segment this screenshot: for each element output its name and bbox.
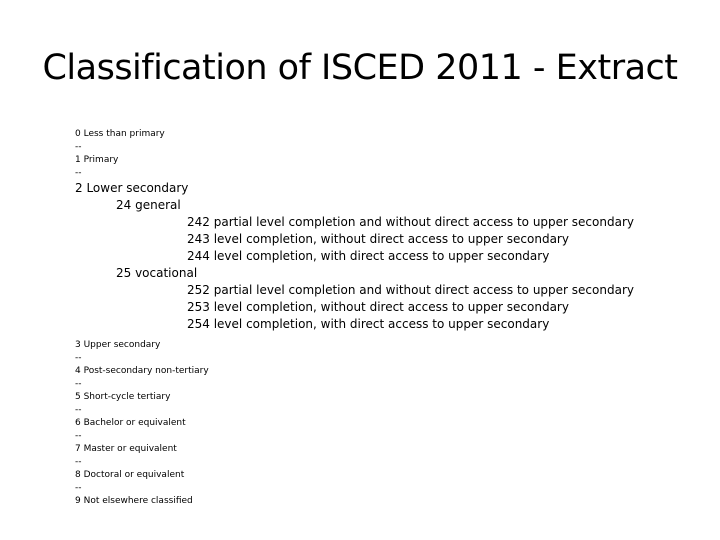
level-242: 242 partial level completion and without direct access to upper secondary (187, 215, 634, 229)
level-24: 24 general (116, 198, 181, 212)
level-253: 253 level completion, without direct access to upper secondary (187, 300, 569, 314)
level-254: 254 level completion, with direct access to upper secondary (187, 317, 550, 331)
level-0: 0 Less than primary (75, 129, 165, 139)
level-3: 3 Upper secondary (75, 340, 161, 350)
separator: -- (75, 457, 82, 467)
level-25: 25 vocational (116, 266, 198, 280)
level-5: 5 Short-cycle tertiary (75, 392, 171, 402)
level-1: 1 Primary (75, 155, 119, 165)
separator: -- (75, 168, 82, 178)
page-title: Classification of ISCED 2011 - Extract (42, 48, 678, 88)
level-6: 6 Bachelor or equivalent (75, 418, 186, 428)
level-8: 8 Doctoral or equivalent (75, 470, 185, 480)
level-252: 252 partial level completion and without direct access to upper secondary (187, 283, 634, 297)
separator: -- (75, 353, 82, 363)
separator: -- (75, 142, 82, 152)
separator: -- (75, 379, 82, 389)
level-2: 2 Lower secondary (75, 181, 189, 195)
separator: -- (75, 405, 82, 415)
classification-list (75, 128, 705, 508)
level-244: 244 level completion, with direct access to upper secondary (187, 249, 550, 263)
level-9: 9 Not elsewhere classified (75, 496, 193, 506)
separator: -- (75, 431, 82, 441)
separator: -- (75, 483, 82, 493)
level-243: 243 level completion, without direct access to upper secondary (187, 232, 569, 246)
level-7: 7 Master or equivalent (75, 444, 177, 454)
level-4: 4 Post-secondary non-tertiary (75, 366, 209, 376)
